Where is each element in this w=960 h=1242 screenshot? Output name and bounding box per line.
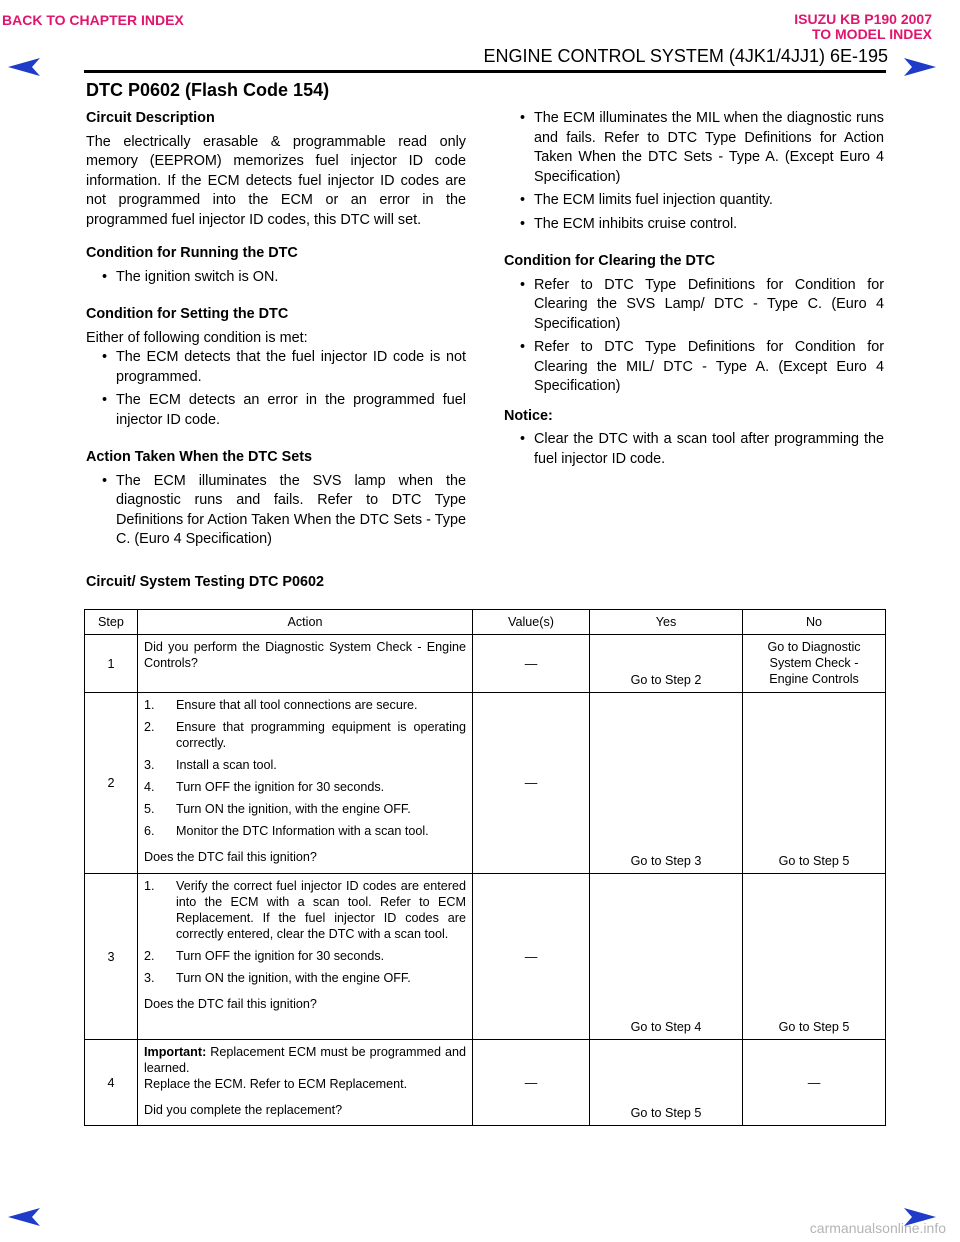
circuit-description-text: The electrically erasable & programmable read only memory (EEPROM) memorizes fuel injector ID code information. If the ECM detects fuel injector ID codes are not programmed into the ECM or an error in the programmed fuel injector ID codes, this DTC will set. xyxy=(86,133,466,228)
header-action: Action xyxy=(138,610,473,635)
clearing-condition-heading: Condition for Clearing the DTC xyxy=(504,253,716,269)
list-item: 6. Monitor the DTC Information with a scan tool. xyxy=(144,824,429,838)
step-no: Go to Step 5 xyxy=(743,693,886,874)
bullet: • xyxy=(520,339,526,355)
step-number: 1 xyxy=(85,635,138,693)
list-item: 3. Install a scan tool. xyxy=(144,758,277,772)
header-no: No xyxy=(743,610,886,635)
list-item: 4. Turn OFF the ignition for 30 seconds. xyxy=(144,780,385,794)
bullet: • xyxy=(102,349,108,365)
diagnostic-table xyxy=(84,609,886,1126)
bullet: • xyxy=(520,215,526,232)
bullet: • xyxy=(520,192,526,208)
list-item: 1. Ensure that all tool connections are secure. xyxy=(144,698,418,712)
step-no: — xyxy=(743,1040,886,1126)
list-item: • The ECM detects that the fuel injector ID code is not programmed. xyxy=(102,349,466,385)
step-action: Did you perform the Diagnostic System Check - Engine Controls? xyxy=(138,635,473,693)
step-values: — xyxy=(473,635,590,693)
previous-page-arrow-icon[interactable] xyxy=(6,1206,42,1228)
table-title: Circuit/ System Testing DTC P0602 xyxy=(86,574,325,590)
circuit-description-heading: Circuit Description xyxy=(86,110,215,126)
list-item: 1. Verify the correct fuel injector ID codes are entered into the ECM with a scan tool. Refer to ECM Replacement. If the fuel injector ID codes are correctly entered, clear the DTC with a scan tool. xyxy=(144,879,466,941)
table-row xyxy=(85,1040,886,1126)
model-name: ISUZU KB P190 2007 xyxy=(794,11,932,27)
step-no: Go to Step 5 xyxy=(743,874,886,1040)
previous-page-arrow-icon[interactable] xyxy=(6,56,42,78)
header-step: Step xyxy=(85,610,138,635)
bullet: • xyxy=(520,431,526,447)
list-item: • The ignition switch is ON. xyxy=(86,268,466,288)
back-to-chapter-link[interactable]: BACK TO CHAPTER INDEX xyxy=(2,12,184,28)
bullet: • xyxy=(102,392,108,408)
table-header-row xyxy=(85,610,886,635)
left-column xyxy=(86,109,466,554)
list-item: • The ECM inhibits cruise control. xyxy=(504,215,884,235)
page-header: ENGINE CONTROL SYSTEM (4JK1/4JJ1) 6E-195 xyxy=(483,46,888,66)
list-item: 2. Ensure that programming equipment is operating correctly. xyxy=(144,720,466,750)
header-rule xyxy=(84,70,886,73)
notice-heading: Notice: xyxy=(504,407,553,424)
step-action: Important: Replacement ECM must be programmed and learned. Replace the ECM. Refer to ECM Replacement. Did you complete the replacement? xyxy=(138,1040,473,1126)
list-item: • Refer to DTC Type Definitions for Condition for Clearing the MIL/ DTC - Type A. (Except Euro 4 Specification) xyxy=(520,339,884,394)
step-action xyxy=(138,874,473,1040)
bullet: • xyxy=(102,268,108,285)
table-row xyxy=(85,693,886,874)
step-values: — xyxy=(473,693,590,874)
bullet: • xyxy=(520,276,526,293)
bullet: • xyxy=(520,110,526,126)
step-question: Did you complete the replacement? xyxy=(144,1103,343,1117)
model-index-link[interactable] xyxy=(794,12,932,42)
running-condition-heading: Condition for Running the DTC xyxy=(86,245,298,261)
next-page-arrow-icon[interactable] xyxy=(902,56,938,78)
page-title: DTC P0602 (Flash Code 154) xyxy=(86,80,330,100)
list-item: • The ECM illuminates the SVS lamp when the diagnostic runs and fails. Refer to DTC Type Definitions for Action Taken When the DTC Sets - Type C. (Euro 4 Specification) xyxy=(102,472,466,547)
list-item: • The ECM illuminates the MIL when the diagnostic runs and fails. Refer to DTC Type Definitions for Action Taken When the DTC Sets - Type A. (Except Euro 4 Specification) xyxy=(520,110,884,185)
step-question: Does the DTC fail this ignition? xyxy=(144,850,317,864)
setting-intro: Either of following condition is met: xyxy=(86,329,308,346)
step-no: Go to Diagnostic System Check - Engine Controls xyxy=(743,635,886,693)
header-yes: Yes xyxy=(590,610,743,635)
setting-condition-heading: Condition for Setting the DTC xyxy=(86,306,289,322)
step-yes: Go to Step 5 xyxy=(590,1040,743,1126)
table-row xyxy=(85,874,886,1040)
to-model-index[interactable]: TO MODEL INDEX xyxy=(811,26,932,42)
list-item: 3. Turn ON the ignition, with the engine OFF. xyxy=(144,971,411,985)
right-column xyxy=(504,109,884,473)
step-number: 4 xyxy=(85,1040,138,1126)
list-item: 2. Turn OFF the ignition for 30 seconds. xyxy=(144,949,385,963)
list-item: • The ECM detects an error in the programmed fuel injector ID code. xyxy=(102,392,466,428)
step-values: — xyxy=(473,874,590,1040)
list-item: • The ECM limits fuel injection quantity. xyxy=(504,191,884,211)
step-yes: Go to Step 2 xyxy=(590,635,743,693)
step-number: 2 xyxy=(85,693,138,874)
step-yes: Go to Step 4 xyxy=(590,874,743,1040)
step-values: — xyxy=(473,1040,590,1126)
step-yes: Go to Step 3 xyxy=(590,693,743,874)
list-item: • Clear the DTC with a scan tool after programming the fuel injector ID code. xyxy=(520,431,884,467)
important-label: Important: xyxy=(144,1045,207,1059)
bullet: • xyxy=(102,472,108,489)
step-number: 3 xyxy=(85,874,138,1040)
header-values: Value(s) xyxy=(473,610,590,635)
watermark: carmanualsonline.info xyxy=(809,1220,946,1236)
table-row xyxy=(85,635,886,693)
action-taken-heading: Action Taken When the DTC Sets xyxy=(86,449,313,465)
step-question: Does the DTC fail this ignition? xyxy=(144,997,317,1011)
list-item: • Refer to DTC Type Definitions for Condition for Clearing the SVS Lamp/ DTC - Type C. (Euro 4 Specification) xyxy=(520,276,884,332)
step-action xyxy=(138,693,473,874)
list-item: 5. Turn ON the ignition, with the engine OFF. xyxy=(144,802,411,816)
